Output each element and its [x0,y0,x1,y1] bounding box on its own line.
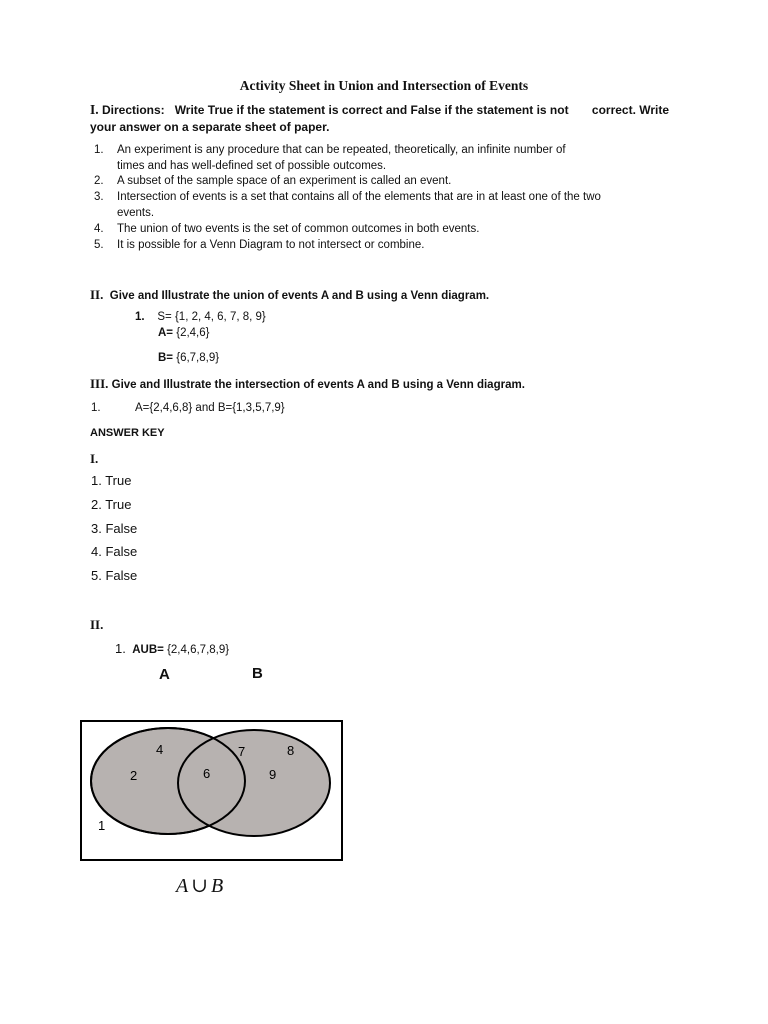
directions-numeral: I. [90,102,99,117]
element-a-only: 2 [130,768,138,783]
answer-item: 1. True [91,473,132,488]
set-b-definition [158,352,219,364]
union-symbol: ∪ [191,875,209,897]
set-a-definition [158,327,210,339]
answer-item: 5. False [91,568,138,583]
venn-caption [176,873,224,898]
statement-text-cont: times and has well-defined set of possible outcomes. [117,159,387,172]
page-title: Activity Sheet in Union and Intersection of Events [239,78,529,93]
statement-text-cont: events. [117,206,155,219]
element-a-only: 4 [156,742,164,757]
statement-item [90,143,665,175]
answer-part-2: II. [90,617,104,632]
section-3-numeral: III. [90,376,109,391]
set-a-label: A [159,666,170,683]
statement-item [90,174,665,190]
a-value: {2,4,6} [173,327,210,339]
item-number: 1. [135,311,145,323]
statement-text: The union of two events is the set of common outcomes in both events. [117,223,480,235]
circle-b [178,730,330,836]
element-b-only: 7 [238,744,246,759]
statement-text: A subset of the sample space of an experiment is called an event. [117,175,452,187]
statement-text: Intersection of events is a set that contains all of the elements that are in at least one of the two [117,191,601,203]
statement-number: 4. [94,223,104,235]
section-2-text: Give and Illustrate the union of events A and B using a Venn diagram. [109,290,490,302]
s-label: S= [157,311,172,323]
statement-item [90,190,665,222]
set-b-label: B [252,665,263,682]
statement-item [90,222,665,238]
union-answer [115,641,229,656]
union-value: {2,4,6,7,8,9} [163,644,230,656]
venn-diagram [76,716,348,866]
element-b-only: 8 [287,743,295,758]
b-value: {6,7,8,9} [173,352,220,364]
union-number: 1. [115,641,126,656]
directions-text-line2: your answer on a separate sheet of paper. [90,120,330,134]
section-3-heading [90,376,525,392]
statement-number: 1. [94,144,104,156]
section-2-numeral: II. [90,287,104,302]
union-label: AUB= [132,644,164,656]
caption-set-b: B [210,875,225,897]
statement-number: 2. [94,175,104,187]
statement-number: 3. [94,191,104,203]
caption-set-a: A [176,875,190,897]
statement-text: An experiment is any procedure that can be repeated, theoretically, an infinite number of [117,144,566,156]
directions [90,101,680,136]
statement-number: 5. [94,239,104,251]
answer-item: 3. False [91,521,138,536]
a-label: A= [158,327,174,339]
section-3-item-number: 1. [91,402,101,414]
section-3-text: Give and Illustrate the intersection of events A and B using a Venn diagram. [111,379,525,391]
b-label: B= [158,352,174,364]
element-intersection: 6 [203,766,211,781]
answer-item: 2. True [91,497,132,512]
directions-text: Write True if the statement is correct and False if the statement is not [174,103,569,117]
section-2-heading [90,287,489,303]
directions-text-cont: correct. Write [591,103,670,117]
element-b-only: 9 [269,767,277,782]
element-outside: 1 [98,818,106,833]
section-3-item-text: A={2,4,6,8} and B={1,3,5,7,9} [135,402,285,414]
directions-label: Directions: [101,103,165,117]
answer-item: 4. False [91,544,138,559]
statement-item [90,238,665,254]
statement-text: It is possible for a Venn Diagram to not intersect or combine. [117,239,425,251]
s-value: {1, 2, 4, 6, 7, 8, 9} [171,311,266,323]
answer-part-1: I. [90,451,99,466]
sample-space [135,311,266,323]
answer-key-heading: ANSWER KEY [90,427,165,439]
